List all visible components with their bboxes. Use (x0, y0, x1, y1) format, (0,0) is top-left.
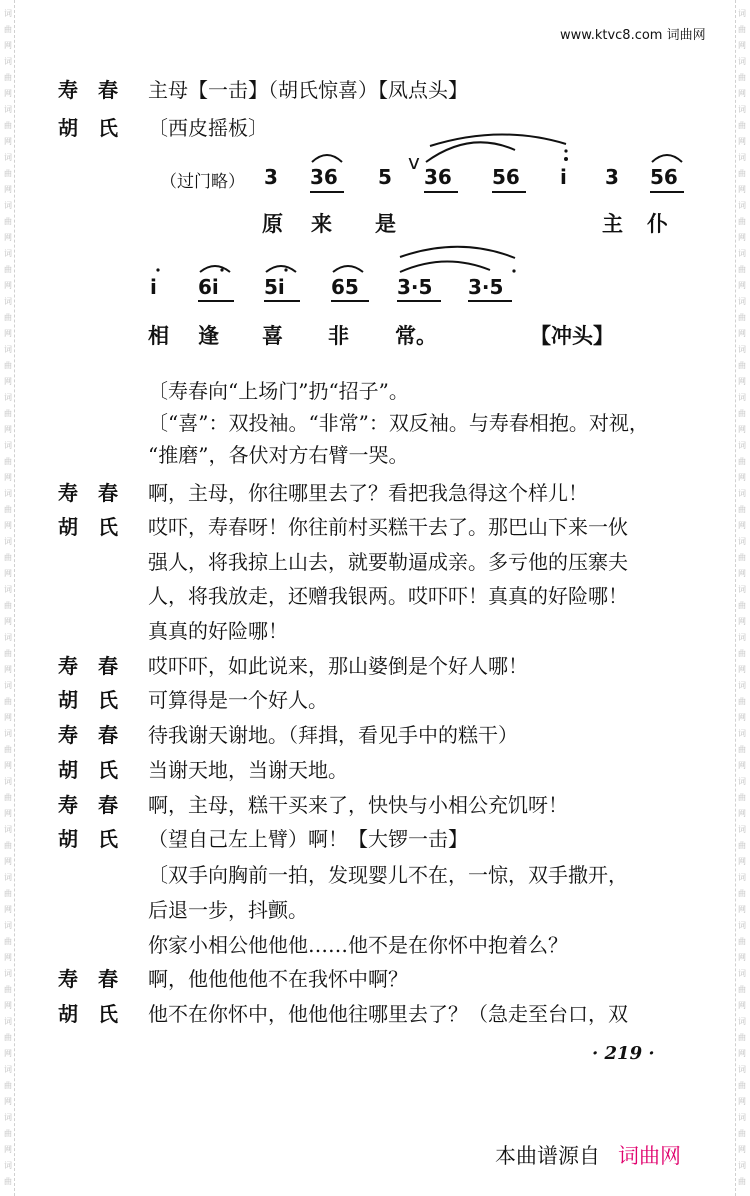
watermark-char: 曲 (4, 553, 12, 562)
watermark-char: 曲 (4, 889, 12, 898)
watermark-char: 词 (738, 1113, 746, 1122)
note: 65 (331, 275, 359, 299)
lyric: 常。 (395, 323, 437, 348)
watermark-char: 词 (4, 489, 12, 498)
note: i (150, 275, 157, 299)
watermark-char: 曲 (738, 25, 746, 34)
watermark-char: 词 (738, 1161, 746, 1170)
watermark-char: 网 (738, 905, 746, 914)
note: 56 (492, 165, 520, 189)
role-name: 寿春 (58, 967, 138, 991)
watermark-char: 网 (4, 1001, 12, 1010)
watermark-char: 词 (738, 585, 746, 594)
watermark-char: 词 (4, 537, 12, 546)
watermark-char: 曲 (4, 697, 12, 706)
watermark-char: 网 (4, 521, 12, 530)
watermark-char: 曲 (738, 121, 746, 130)
footer-label: 本曲谱源自 (495, 1144, 600, 1168)
note: 36 (310, 165, 338, 189)
watermark-char: 词 (4, 921, 12, 930)
watermark-char: 曲 (738, 265, 746, 274)
watermark-char: 词 (738, 537, 746, 546)
note: 3·5 (397, 275, 433, 299)
line-text: 啊，主母，糕干买来了，快快与小相公充饥呀！ (148, 793, 568, 817)
watermark-char: 曲 (738, 1129, 746, 1138)
watermark-char: 网 (738, 281, 746, 290)
line-text: 他不在你怀中，他他他往哪里去了？（急走至台口，双 (148, 1002, 628, 1026)
role-name: 寿春 (58, 78, 138, 102)
watermark-char: 曲 (4, 265, 12, 274)
lyric: 非 (328, 323, 349, 348)
watermark-char: 网 (738, 41, 746, 50)
watermark-char: 网 (738, 1049, 746, 1058)
note: 5 (378, 165, 392, 189)
watermark-char: 词 (4, 1017, 12, 1026)
watermark-char: 词 (738, 297, 746, 306)
lyric: 来 (311, 211, 332, 236)
watermark-char: 曲 (738, 889, 746, 898)
line-text: 当谢天地，当谢天地。 (148, 758, 348, 782)
watermark-char: 网 (738, 809, 746, 818)
watermark-char: 曲 (4, 313, 12, 322)
watermark-char: 网 (4, 665, 12, 674)
watermark-char: 曲 (4, 409, 12, 418)
lyric: 主 (602, 211, 623, 236)
watermark-char: 词 (738, 681, 746, 690)
watermark-char: 网 (738, 857, 746, 866)
watermark-char: 网 (4, 953, 12, 962)
watermark-char: 词 (4, 585, 12, 594)
watermark-char: 词 (4, 153, 12, 162)
watermark-char: 词 (4, 345, 12, 354)
role-name: 胡氏 (58, 116, 138, 140)
watermark-char: 词 (738, 1065, 746, 1074)
footer-credit (495, 1140, 681, 1170)
watermark-char: 词 (738, 9, 746, 18)
watermark-char: 词 (738, 249, 746, 258)
watermark-char: 网 (738, 761, 746, 770)
watermark-char: 词 (738, 441, 746, 450)
watermark-char: 曲 (4, 985, 12, 994)
watermark-char: 网 (738, 1097, 746, 1106)
watermark-char: 网 (4, 89, 12, 98)
lyric: 是 (375, 211, 396, 236)
watermark-char: 词 (4, 393, 12, 402)
watermark-char: 曲 (4, 73, 12, 82)
watermark-char: 网 (4, 233, 12, 242)
watermark-char: 曲 (738, 697, 746, 706)
page-number: · 219 · (592, 1043, 655, 1064)
watermark-char: 网 (4, 857, 12, 866)
watermark-char: 词 (738, 57, 746, 66)
watermark-char: 曲 (4, 745, 12, 754)
watermark-char: 词 (738, 633, 746, 642)
watermark-char: 曲 (738, 361, 746, 370)
left-watermark-strip (0, 0, 16, 1196)
watermark-char: 词 (4, 633, 12, 642)
watermark-char: 网 (4, 41, 12, 50)
watermark-char: 网 (738, 377, 746, 386)
watermark-char: 曲 (738, 409, 746, 418)
role-name: 胡氏 (58, 688, 138, 712)
watermark-char: 网 (4, 905, 12, 914)
watermark-char: 曲 (4, 457, 12, 466)
watermark-char: 词 (738, 969, 746, 978)
watermark-char: 网 (4, 809, 12, 818)
watermark-char: 曲 (738, 745, 746, 754)
lyric: 仆 (647, 211, 668, 236)
watermark-char: 网 (4, 185, 12, 194)
watermark-char: 词 (4, 969, 12, 978)
score-prefix: （过门略） (160, 172, 245, 192)
watermark-char: 网 (4, 281, 12, 290)
watermark-char: 词 (738, 153, 746, 162)
watermark-char: 曲 (4, 121, 12, 130)
watermark-char: 网 (4, 425, 12, 434)
watermark-char: 曲 (738, 553, 746, 562)
watermark-char: 网 (738, 617, 746, 626)
watermark-char: 曲 (738, 73, 746, 82)
role-name: 胡氏 (58, 1002, 138, 1026)
role-name: 寿春 (58, 654, 138, 678)
watermark-char: 网 (4, 473, 12, 482)
line-text: 强人，将我掠上山去，就要勒逼成亲。多亏他的压寨夫 (148, 550, 628, 574)
line-text: 人，将我放走，还赠我银两。哎吓吓！真真的好险哪！ (148, 584, 628, 608)
watermark-char: 网 (738, 137, 746, 146)
watermark-char: 网 (738, 665, 746, 674)
watermark-char: 网 (4, 377, 12, 386)
watermark-char: 网 (738, 425, 746, 434)
watermark-char: 曲 (738, 169, 746, 178)
watermark-char: 网 (4, 713, 12, 722)
note: 56 (650, 165, 678, 189)
watermark-char: 词 (4, 729, 12, 738)
line-text: 哎吓，寿春呀！你往前村买糕干去了。那巴山下来一伙 (148, 515, 628, 539)
lyric: 喜 (262, 323, 283, 348)
watermark-char: 曲 (738, 841, 746, 850)
lyric: 原 (262, 211, 283, 236)
lyric: 逢 (198, 323, 219, 348)
line-text: 〔西皮摇板〕 (148, 116, 268, 140)
line-text: （望自己左上臂）啊！【大锣一击】 (148, 827, 468, 851)
watermark-char: 词 (4, 57, 12, 66)
watermark-char: 曲 (738, 313, 746, 322)
watermark-char: 曲 (738, 217, 746, 226)
watermark-char: 词 (738, 921, 746, 930)
watermark-char: 曲 (738, 1033, 746, 1042)
watermark-char: 词 (738, 105, 746, 114)
watermark-char: 曲 (738, 1177, 746, 1186)
watermark-char: 词 (738, 729, 746, 738)
watermark-char: 词 (738, 393, 746, 402)
watermark-char: 词 (4, 201, 12, 210)
watermark-char: 网 (4, 329, 12, 338)
watermark-char: 网 (738, 185, 746, 194)
note: i (560, 165, 567, 189)
watermark-char: 曲 (738, 1081, 746, 1090)
watermark-char: 词 (4, 681, 12, 690)
watermark-char: 词 (4, 9, 12, 18)
watermark-char: 网 (738, 233, 746, 242)
watermark-char: 词 (738, 489, 746, 498)
watermark-char: 词 (738, 345, 746, 354)
watermark-char: 词 (4, 441, 12, 450)
role-name: 胡氏 (58, 515, 138, 539)
watermark-char: 网 (4, 569, 12, 578)
watermark-char: 网 (738, 1001, 746, 1010)
watermark-char: 词 (4, 249, 12, 258)
role-name: 胡氏 (58, 758, 138, 782)
watermark-char: 网 (4, 761, 12, 770)
watermark-char: 网 (4, 617, 12, 626)
watermark-char: 词 (738, 825, 746, 834)
watermark-char: 词 (4, 1161, 12, 1170)
watermark-char: 词 (738, 1017, 746, 1026)
line-text: 可算得是一个好人。 (148, 688, 328, 712)
role-name: 寿春 (58, 723, 138, 747)
watermark-char: 曲 (738, 601, 746, 610)
watermark-char: 曲 (4, 1177, 12, 1186)
note: 36 (424, 165, 452, 189)
role-name: 寿春 (58, 481, 138, 505)
watermark-char: 曲 (738, 457, 746, 466)
note: 3·5 (468, 275, 504, 299)
watermark-char: 词 (738, 873, 746, 882)
watermark-char: 曲 (4, 1033, 12, 1042)
watermark-char: 曲 (4, 361, 12, 370)
watermark-char: 词 (4, 1113, 12, 1122)
watermark-char: 词 (4, 105, 12, 114)
line-text: 真真的好险哪！ (148, 619, 288, 643)
watermark-char: 曲 (4, 649, 12, 658)
role-name: 寿春 (58, 793, 138, 817)
watermark-char: 网 (738, 953, 746, 962)
watermark-char: 网 (738, 473, 746, 482)
line-text: 待我谢天谢地。（拜揖，看见手中的糕干） (148, 723, 518, 747)
watermark-char: 曲 (4, 1081, 12, 1090)
watermark-char: 曲 (4, 505, 12, 514)
note: 3 (605, 165, 619, 189)
watermark-char: 曲 (738, 793, 746, 802)
watermark-char: 曲 (4, 841, 12, 850)
watermark-char: 曲 (4, 937, 12, 946)
note: 3 (264, 165, 278, 189)
watermark-char: 词 (4, 297, 12, 306)
score-slurs (0, 0, 750, 340)
breath-mark: v (408, 150, 420, 174)
watermark-char: 曲 (738, 937, 746, 946)
watermark-char: 词 (738, 777, 746, 786)
watermark-char: 曲 (738, 505, 746, 514)
watermark-char: 网 (738, 521, 746, 530)
watermark-char: 曲 (738, 985, 746, 994)
line-text: 主母【一击】（胡氏惊喜）【凤点头】 (148, 78, 468, 102)
right-watermark-strip (734, 0, 750, 1196)
watermark-char: 词 (4, 825, 12, 834)
note: 5i (264, 275, 285, 299)
watermark-char: 曲 (4, 1129, 12, 1138)
line-text: 啊，他他他他不在我怀中啊？ (148, 967, 408, 991)
watermark-char: 词 (4, 873, 12, 882)
watermark-char: 网 (738, 89, 746, 98)
line-text: 啊，主母，你往哪里去了？看把我急得这个样儿！ (148, 481, 588, 505)
watermark-char: 网 (738, 1145, 746, 1154)
watermark-char: 曲 (4, 793, 12, 802)
note: 6i (198, 275, 219, 299)
site-watermark: www.ktvc8.com 词曲网 (560, 28, 706, 43)
role-name: 胡氏 (58, 827, 138, 851)
watermark-char: 网 (4, 1049, 12, 1058)
watermark-char: 曲 (4, 169, 12, 178)
watermark-char: 词 (738, 201, 746, 210)
watermark-char: 网 (4, 1097, 12, 1106)
watermark-char: 曲 (738, 649, 746, 658)
watermark-char: 网 (4, 137, 12, 146)
watermark-char: 词 (4, 777, 12, 786)
percussion-cue: 【冲头】 (530, 323, 614, 348)
watermark-char: 曲 (4, 217, 12, 226)
footer-brand: 词曲网 (618, 1144, 681, 1168)
watermark-char: 网 (738, 569, 746, 578)
watermark-char: 曲 (4, 601, 12, 610)
watermark-char: 词 (4, 1065, 12, 1074)
lyric: 相 (148, 323, 169, 348)
watermark-char: 网 (738, 329, 746, 338)
watermark-char: 网 (738, 713, 746, 722)
line-text: 哎吓吓，如此说来，那山婆倒是个好人哪！ (148, 654, 528, 678)
watermark-char: 网 (4, 1145, 12, 1154)
watermark-char: 曲 (4, 25, 12, 34)
